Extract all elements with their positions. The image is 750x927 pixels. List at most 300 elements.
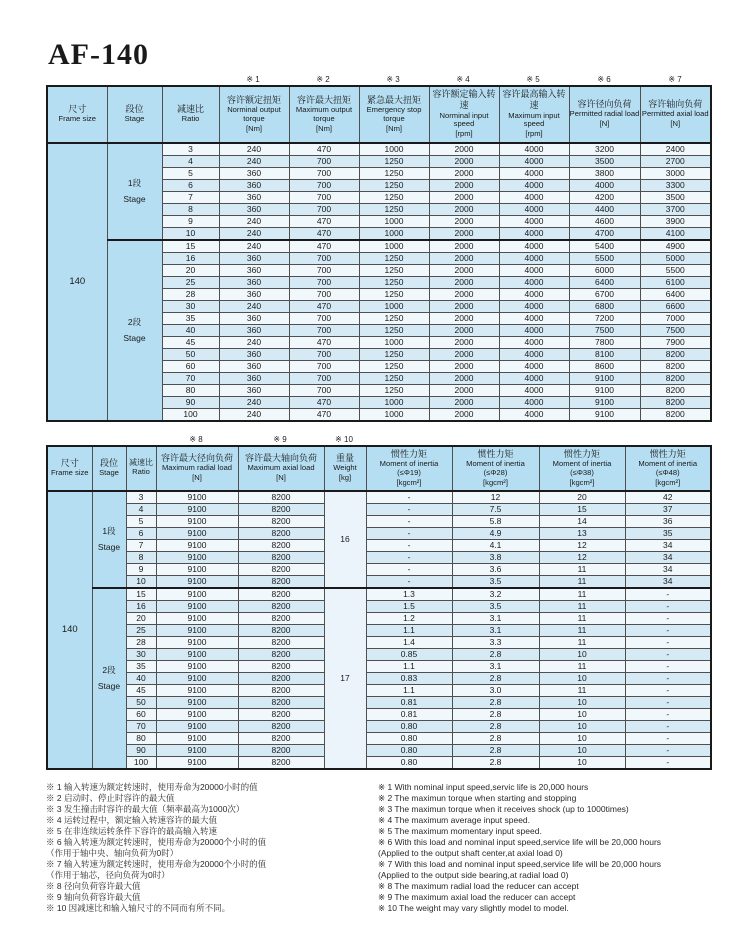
value-cell: 1000 (359, 240, 429, 253)
footnote-line: ※ 9 The maximum axial load the reducer can accept (378, 892, 576, 903)
value-cell: 3.5 (452, 575, 539, 588)
value-cell: 3200 (569, 143, 640, 156)
value-cell: 8200 (238, 636, 324, 648)
ratio-cell: 6 (162, 179, 219, 191)
value-cell: 1250 (359, 155, 429, 167)
value-cell: - (625, 612, 711, 624)
value-cell: 10 (539, 720, 625, 732)
footnote-line: ※ 8 径向负荷容许最大值 (46, 881, 141, 892)
ratio-cell: 100 (126, 756, 156, 769)
table-row (47, 636, 711, 648)
ratio-cell: 70 (162, 372, 219, 384)
footnote-line: ※ 6 输入转速为额定转速时，使用寿命为20000个小时的值 (46, 837, 267, 848)
footnote-line: ※ 10 The weight may vary slightly model to model. (378, 903, 569, 914)
value-cell: 6000 (569, 264, 640, 276)
value-cell: 4000 (499, 336, 569, 348)
value-cell: 8200 (238, 660, 324, 672)
ref-mark: ※ 9 (273, 434, 287, 444)
value-cell: 11 (539, 660, 625, 672)
value-cell: 4.9 (452, 527, 539, 539)
value-cell: 2000 (429, 191, 499, 203)
value-cell: 240 (219, 300, 289, 312)
value-cell: 360 (219, 324, 289, 336)
value-cell: 3300 (640, 179, 711, 191)
ratio-cell: 3 (162, 143, 219, 156)
value-cell: 4000 (499, 215, 569, 227)
ratio-cell: 6 (126, 527, 156, 539)
value-cell: 470 (289, 300, 359, 312)
ratio-cell: 50 (126, 696, 156, 708)
value-cell: 7800 (569, 336, 640, 348)
value-cell: 9100 (156, 527, 238, 539)
table-row (47, 551, 711, 563)
value-cell: 0.80 (366, 744, 452, 756)
value-cell: 470 (289, 227, 359, 240)
value-cell: 9100 (156, 660, 238, 672)
value-cell: 1000 (359, 336, 429, 348)
value-cell: 2000 (429, 264, 499, 276)
ratio-cell: 9 (162, 215, 219, 227)
value-cell: 9100 (156, 575, 238, 588)
value-cell: 34 (625, 551, 711, 563)
table-row (47, 672, 711, 684)
ratio-cell: 7 (126, 539, 156, 551)
value-cell: 4000 (499, 396, 569, 408)
value-cell: 700 (289, 191, 359, 203)
value-cell: 470 (289, 396, 359, 408)
ratio-cell: 28 (126, 636, 156, 648)
value-cell: 3500 (569, 155, 640, 167)
ratio-cell: 9 (126, 563, 156, 575)
value-cell: 2.8 (452, 672, 539, 684)
value-cell: 1.5 (366, 600, 452, 612)
value-cell: 4000 (499, 143, 569, 156)
value-cell: - (625, 756, 711, 769)
table-row (47, 503, 711, 515)
value-cell: 1.2 (366, 612, 452, 624)
value-cell: 9100 (156, 515, 238, 527)
ratio-cell: 45 (126, 684, 156, 696)
ref-mark: ※ 1 (246, 75, 260, 84)
ratio-cell: 5 (162, 167, 219, 179)
value-cell: 6600 (640, 300, 711, 312)
value-cell: 360 (219, 372, 289, 384)
value-cell: 2000 (429, 252, 499, 264)
value-cell: 2400 (640, 143, 711, 156)
value-cell: - (625, 696, 711, 708)
value-cell: 4000 (499, 324, 569, 336)
ratio-cell: 30 (162, 300, 219, 312)
value-cell: 4000 (499, 348, 569, 360)
value-cell: 2000 (429, 312, 499, 324)
ratio-cell: 7 (162, 191, 219, 203)
value-cell: 360 (219, 312, 289, 324)
ratio-cell: 45 (162, 336, 219, 348)
value-cell: 3.8 (452, 551, 539, 563)
value-cell: 3.6 (452, 563, 539, 575)
value-cell: 4000 (499, 360, 569, 372)
value-cell: 700 (289, 276, 359, 288)
value-cell: 1250 (359, 203, 429, 215)
value-cell: 700 (289, 348, 359, 360)
value-cell: 8200 (640, 348, 711, 360)
table-row (47, 240, 711, 253)
value-cell: 4000 (499, 155, 569, 167)
value-cell: 8200 (238, 744, 324, 756)
footnote-line: (Applied to the output shaft center,at axial load 0) (378, 848, 563, 859)
col-header-moment-of-inertia-38: 惯性力矩 Moment of inertia (≤Φ38) [kgcm²] (539, 446, 625, 491)
table-row (47, 744, 711, 756)
value-cell: 12 (539, 539, 625, 551)
ratio-cell: 35 (126, 660, 156, 672)
value-cell: 1000 (359, 408, 429, 421)
value-cell: 4000 (499, 179, 569, 191)
value-cell: 15 (539, 503, 625, 515)
table-row (47, 143, 711, 156)
value-cell: 1250 (359, 384, 429, 396)
footnote-line: ※ 9 轴向负荷容许最大值 (46, 892, 141, 903)
weight-cell: 17 (324, 588, 366, 769)
value-cell: 36 (625, 515, 711, 527)
value-cell: 9100 (156, 612, 238, 624)
value-cell: 11 (539, 684, 625, 696)
ref-mark: ※ 5 (526, 75, 540, 84)
col-header-nominal-output-torque: 容许额定扭矩 Norminal output torque [Nm] (219, 86, 289, 143)
value-cell: 1250 (359, 252, 429, 264)
ratio-cell: 80 (162, 384, 219, 396)
ratio-cell: 30 (126, 648, 156, 660)
value-cell: 3.3 (452, 636, 539, 648)
value-cell: 34 (625, 563, 711, 575)
ratio-cell: 90 (126, 744, 156, 756)
value-cell: 3900 (640, 215, 711, 227)
ref-mark: ※ 8 (189, 434, 203, 444)
value-cell: 4.1 (452, 539, 539, 551)
value-cell: 5400 (569, 240, 640, 253)
value-cell: 470 (289, 143, 359, 156)
col-header-frame-size: 尺寸 Frame size (47, 446, 92, 491)
value-cell: 2000 (429, 215, 499, 227)
col-header-maximum-input-speed: 容许最高输入转速 Maximum input speed [rpm] (499, 86, 569, 143)
col-header-moment-of-inertia-48: 惯性力矩 Moment of inertia (≤Φ48) [kgcm²] (625, 446, 711, 491)
value-cell: 4000 (499, 276, 569, 288)
value-cell: 4000 (499, 372, 569, 384)
table2-ref-marks (46, 430, 710, 445)
value-cell: 1250 (359, 312, 429, 324)
table-row (47, 756, 711, 769)
stage-cell: 1段 Stage (107, 143, 162, 240)
value-cell: 8200 (238, 648, 324, 660)
value-cell: 11 (539, 636, 625, 648)
value-cell: 700 (289, 167, 359, 179)
table-row (47, 624, 711, 636)
ratio-cell: 20 (162, 264, 219, 276)
ratio-cell: 15 (126, 588, 156, 601)
value-cell: 470 (289, 240, 359, 253)
frame-size-cell: 140 (47, 143, 107, 421)
value-cell: 1250 (359, 360, 429, 372)
value-cell: - (625, 732, 711, 744)
footnotes-en (378, 782, 710, 915)
footnote-line: ※ 1 输入转速为额定转速时，使用寿命为20000小时的值 (46, 781, 258, 792)
stage-cell: 2段 Stage (92, 588, 126, 769)
value-cell: 2000 (429, 372, 499, 384)
value-cell: 8200 (238, 588, 324, 601)
value-cell: 4400 (569, 203, 640, 215)
value-cell: 1250 (359, 276, 429, 288)
value-cell: 12 (539, 551, 625, 563)
value-cell: 4000 (499, 264, 569, 276)
value-cell: 2000 (429, 143, 499, 156)
value-cell: 4000 (499, 203, 569, 215)
weight-cell: 16 (324, 491, 366, 588)
table-row (47, 648, 711, 660)
value-cell: 8200 (238, 732, 324, 744)
value-cell: 10 (539, 732, 625, 744)
frame-size-cell: 140 (47, 491, 92, 769)
value-cell: 0.80 (366, 756, 452, 769)
value-cell: 9100 (156, 624, 238, 636)
value-cell: - (625, 660, 711, 672)
value-cell: 8200 (640, 396, 711, 408)
value-cell: 2000 (429, 240, 499, 253)
value-cell: 360 (219, 167, 289, 179)
stage-cell: 1段 Stage (92, 491, 126, 588)
col-header-weight: 重量 Weight [kg] (324, 446, 366, 491)
col-header-ratio: 减速比 Ratio (162, 86, 219, 143)
footnote-line: ※ 7 With this load and nominal input speed,service life will be 20,000 hours (378, 859, 662, 870)
footnote-line: ※ 5 The maximum momentary input speed. (378, 825, 542, 836)
value-cell: 9100 (156, 720, 238, 732)
value-cell: 8200 (238, 624, 324, 636)
value-cell: 9100 (156, 563, 238, 575)
value-cell: - (625, 744, 711, 756)
value-cell: 700 (289, 360, 359, 372)
value-cell: 8200 (640, 408, 711, 421)
value-cell: 4100 (640, 227, 711, 240)
value-cell: 2000 (429, 155, 499, 167)
ratio-cell: 16 (162, 252, 219, 264)
value-cell: 700 (289, 312, 359, 324)
value-cell: - (366, 563, 452, 575)
value-cell: 1.1 (366, 684, 452, 696)
value-cell: 240 (219, 336, 289, 348)
value-cell: 8200 (238, 491, 324, 504)
ratio-cell: 10 (162, 227, 219, 240)
value-cell: 8200 (238, 672, 324, 684)
value-cell: 0.80 (366, 720, 452, 732)
value-cell: 3500 (640, 191, 711, 203)
col-header-permitted-radial-load: 容许径向负荷 Permitted radial load [N] (569, 86, 640, 143)
ratio-cell: 80 (126, 732, 156, 744)
value-cell: 9100 (156, 732, 238, 744)
value-cell: 11 (539, 563, 625, 575)
value-cell: 700 (289, 372, 359, 384)
table-row (47, 684, 711, 696)
value-cell: 8200 (238, 563, 324, 575)
footnote-line: ※ 3 发生撞击时容许的最大值（频率最高为1000次） (46, 803, 245, 814)
value-cell: 34 (625, 539, 711, 551)
value-cell: 2700 (640, 155, 711, 167)
value-cell: 4000 (499, 252, 569, 264)
value-cell: - (625, 588, 711, 601)
value-cell: 2000 (429, 300, 499, 312)
value-cell: 2000 (429, 336, 499, 348)
value-cell: 7.5 (452, 503, 539, 515)
value-cell: 4000 (499, 240, 569, 253)
value-cell: 4000 (499, 227, 569, 240)
value-cell: 240 (219, 143, 289, 156)
col-header-maximum-radial-load: 容许最大径向负荷 Maximum radial load [N] (156, 446, 238, 491)
footnote-line: ※ 2 The maximun torque when starting and stopping (378, 792, 577, 803)
value-cell: 1250 (359, 179, 429, 191)
value-cell: 8200 (238, 756, 324, 769)
ratio-cell: 35 (162, 312, 219, 324)
value-cell: 8600 (569, 360, 640, 372)
ratio-cell: 8 (162, 203, 219, 215)
value-cell: 6100 (640, 276, 711, 288)
footnotes (46, 782, 710, 915)
value-cell: - (625, 708, 711, 720)
table-row (47, 660, 711, 672)
value-cell: 1000 (359, 300, 429, 312)
value-cell: 3800 (569, 167, 640, 179)
value-cell: 5500 (569, 252, 640, 264)
value-cell: 6400 (640, 288, 711, 300)
value-cell: 1.4 (366, 636, 452, 648)
ratio-cell: 60 (162, 360, 219, 372)
value-cell: 8200 (640, 384, 711, 396)
col-header-moment-of-inertia-19: 惯性力矩 Moment of inertia (≤Φ19) [kgcm²] (366, 446, 452, 491)
value-cell: 8200 (238, 539, 324, 551)
value-cell: 9100 (156, 696, 238, 708)
value-cell: 2.8 (452, 744, 539, 756)
ratio-cell: 3 (126, 491, 156, 504)
value-cell: 240 (219, 227, 289, 240)
value-cell: 4000 (499, 191, 569, 203)
value-cell: 7000 (640, 312, 711, 324)
value-cell: 1250 (359, 288, 429, 300)
value-cell: - (366, 527, 452, 539)
value-cell: 2.8 (452, 696, 539, 708)
value-cell: 11 (539, 600, 625, 612)
ratio-cell: 16 (126, 600, 156, 612)
value-cell: 2000 (429, 348, 499, 360)
col-header-nominal-input-speed: 容许额定输入转速 Norminal input speed [rpm] (429, 86, 499, 143)
value-cell: 2.8 (452, 708, 539, 720)
value-cell: 4000 (499, 384, 569, 396)
table-row (47, 732, 711, 744)
value-cell: 9100 (569, 408, 640, 421)
value-cell: 6400 (569, 276, 640, 288)
value-cell: 8100 (569, 348, 640, 360)
value-cell: 8200 (238, 575, 324, 588)
value-cell: 0.80 (366, 732, 452, 744)
value-cell: 700 (289, 203, 359, 215)
value-cell: 4200 (569, 191, 640, 203)
stage-cell: 2段 Stage (107, 240, 162, 421)
value-cell: 4000 (569, 179, 640, 191)
value-cell: 10 (539, 672, 625, 684)
value-cell: 2000 (429, 396, 499, 408)
footnote-line: ※ 10 因减速比和输入轴尺寸的不同而有所不同。 (46, 903, 231, 914)
value-cell: 4000 (499, 288, 569, 300)
footnote-line: ※ 8 The maximum radial load the reducer can accept (378, 881, 579, 892)
value-cell: 1.3 (366, 588, 452, 601)
value-cell: 1.1 (366, 660, 452, 672)
value-cell: 8200 (238, 684, 324, 696)
value-cell: 2000 (429, 227, 499, 240)
value-cell: 3.0 (452, 684, 539, 696)
col-header-ratio: 减速比 Ratio (126, 446, 156, 491)
value-cell: - (366, 551, 452, 563)
value-cell: 9100 (156, 503, 238, 515)
value-cell: 2.8 (452, 756, 539, 769)
value-cell: 9100 (569, 372, 640, 384)
value-cell: 4000 (499, 408, 569, 421)
value-cell: - (625, 720, 711, 732)
value-cell: 1250 (359, 324, 429, 336)
ratio-cell: 4 (162, 155, 219, 167)
value-cell: 11 (539, 624, 625, 636)
value-cell: 6700 (569, 288, 640, 300)
table-row (47, 708, 711, 720)
value-cell: 2000 (429, 167, 499, 179)
col-header-moment-of-inertia-28: 惯性力矩 Moment of inertia (≤Φ28) [kgcm²] (452, 446, 539, 491)
footnote-line: ※ 5 在非连续运转条件下容许的最高输入转速 (46, 825, 217, 836)
value-cell: 9100 (156, 588, 238, 601)
table-row (47, 527, 711, 539)
value-cell: - (366, 515, 452, 527)
value-cell: 1000 (359, 143, 429, 156)
value-cell: 2000 (429, 360, 499, 372)
value-cell: 9100 (156, 648, 238, 660)
value-cell: 360 (219, 384, 289, 396)
value-cell: 9100 (156, 491, 238, 504)
value-cell: 360 (219, 179, 289, 191)
table-row (47, 515, 711, 527)
value-cell: 42 (625, 491, 711, 504)
value-cell: 470 (289, 215, 359, 227)
ratio-cell: 90 (162, 396, 219, 408)
value-cell: - (625, 636, 711, 648)
footnote-line: ※ 1 With nominal input speed,servic life is 20,000 hours (378, 781, 589, 792)
value-cell: 1.1 (366, 624, 452, 636)
value-cell: 2.8 (452, 732, 539, 744)
value-cell: - (625, 672, 711, 684)
value-cell: 34 (625, 575, 711, 588)
value-cell: 3.2 (452, 588, 539, 601)
value-cell: 8200 (238, 708, 324, 720)
value-cell: 2000 (429, 408, 499, 421)
ratio-cell: 5 (126, 515, 156, 527)
value-cell: 2000 (429, 179, 499, 191)
value-cell: 8200 (640, 372, 711, 384)
value-cell: - (625, 624, 711, 636)
col-header-permitted-axial-load: 容许轴向负荷 Permitted axial load [N] (640, 86, 711, 143)
ratio-cell: 28 (162, 288, 219, 300)
value-cell: 9100 (156, 684, 238, 696)
value-cell: 3700 (640, 203, 711, 215)
value-cell: 360 (219, 252, 289, 264)
ref-mark: ※ 4 (456, 75, 470, 84)
value-cell: 240 (219, 155, 289, 167)
value-cell: 8200 (238, 720, 324, 732)
value-cell: 10 (539, 708, 625, 720)
ratio-cell: 4 (126, 503, 156, 515)
value-cell: 4000 (499, 312, 569, 324)
value-cell: 7200 (569, 312, 640, 324)
